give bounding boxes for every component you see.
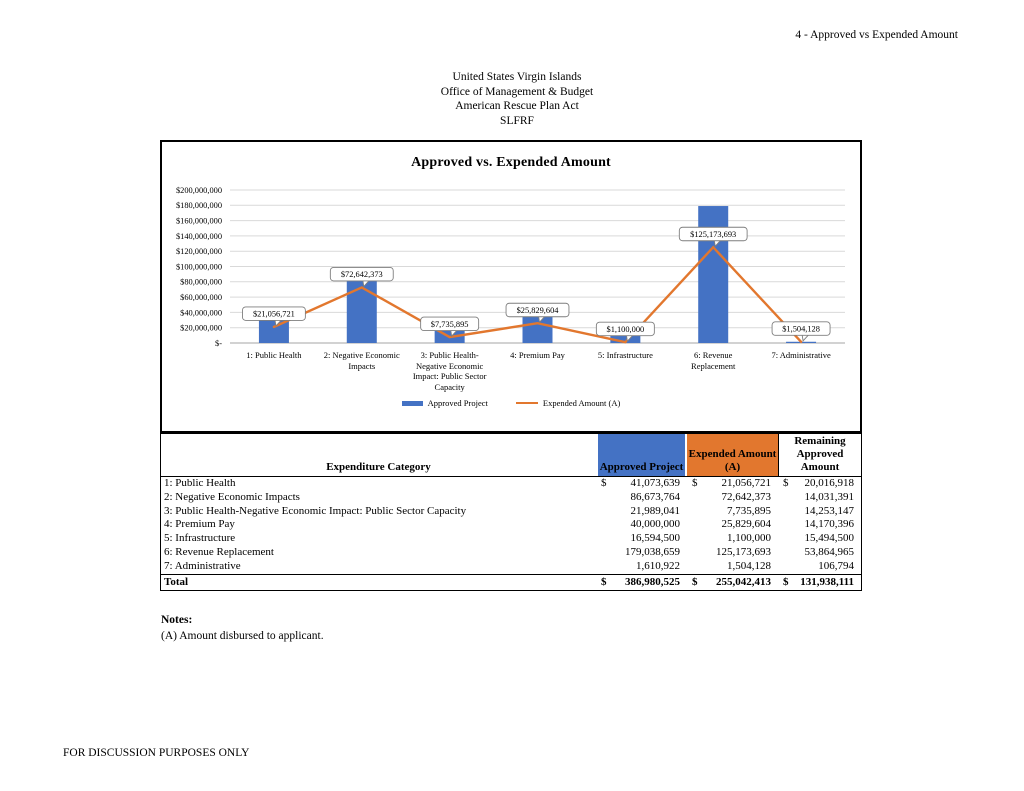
cell-expended: $ 21,056,721 xyxy=(692,477,771,489)
data-label-text: $7,735,895 xyxy=(430,319,469,329)
expenditure-table xyxy=(160,433,862,591)
category-label: 5: Infrastructure xyxy=(597,350,653,360)
table-total-row xyxy=(161,574,861,591)
cell-approved: $ 386,980,525 xyxy=(601,575,680,588)
legend-line-swatch-icon xyxy=(516,402,538,405)
org-title-line: Office of Management & Budget xyxy=(440,85,594,98)
category-label: 3: Public Health-Negative Economic Impact: Public Sector Capacity xyxy=(412,350,487,392)
table-header-row xyxy=(161,434,861,477)
cell-approved: 1,610,922 xyxy=(636,559,680,572)
x-axis-category-labels xyxy=(230,350,845,392)
cell-remaining: $ 20,016,918 xyxy=(783,477,854,489)
legend-label: Expended Amount (A) xyxy=(542,398,621,408)
cell-expended: 72,642,373 xyxy=(721,490,771,503)
cell-approved: 179,038,659 xyxy=(625,545,680,558)
cell-approved: 16,594,500 xyxy=(630,532,680,545)
data-label-text: $21,056,721 xyxy=(252,309,295,319)
org-title-line: SLFRF xyxy=(500,114,534,127)
chart-title: Approved vs. Expended Amount xyxy=(411,155,611,170)
notes-heading: Notes: xyxy=(161,614,193,626)
y-tick-label: $180,000,000 xyxy=(175,201,222,211)
cell-remaining: 106,794 xyxy=(818,559,854,572)
cell-remaining: 14,031,391 xyxy=(804,490,854,503)
page-number-header: 4 - Approved vs Expended Amount xyxy=(795,29,958,41)
cell-expended: 7,735,895 xyxy=(727,504,771,517)
y-tick-label: $160,000,000 xyxy=(175,216,222,226)
legend-label: Approved Project xyxy=(427,398,488,408)
category-label: 7: Administrative xyxy=(771,350,831,360)
table-row xyxy=(161,491,861,505)
cell-approved: 86,673,764 xyxy=(630,490,680,503)
cell-remaining: 14,253,147 xyxy=(804,504,854,517)
cell-category: Total xyxy=(164,575,189,588)
legend-bar-swatch-icon xyxy=(402,401,423,406)
y-tick-label: $140,000,000 xyxy=(175,231,222,241)
legend-item-expended xyxy=(516,398,620,408)
cell-approved: 21,989,041 xyxy=(630,504,680,517)
data-label-text: $72,642,373 xyxy=(340,270,383,280)
notes-section xyxy=(161,613,324,644)
data-label-text: $1,504,128 xyxy=(782,324,820,334)
cell-expended: 25,829,604 xyxy=(721,518,771,531)
legend-item-approved xyxy=(402,398,488,408)
y-tick-label: $100,000,000 xyxy=(175,262,222,272)
column-header-remaining: Remaining Approved Amount xyxy=(778,434,861,476)
cell-category: 3: Public Health-Negative Economic Impact: Public Sector Capacity xyxy=(164,504,467,517)
note-item: (A) Amount disbursed to applicant. xyxy=(161,629,324,642)
footer-disclaimer: FOR DISCUSSION PURPOSES ONLY xyxy=(63,747,250,759)
y-tick-label: $60,000,000 xyxy=(180,293,222,302)
data-label-text: $125,173,693 xyxy=(690,229,737,239)
cell-expended: 1,100,000 xyxy=(727,532,771,545)
cell-category: 4: Premium Pay xyxy=(164,518,235,531)
column-header-expended: Expended Amount (A) xyxy=(687,434,778,476)
org-title-line: American Rescue Plan Act xyxy=(455,100,579,112)
table-row xyxy=(161,518,861,532)
table-row xyxy=(161,505,861,519)
chart-container xyxy=(160,140,862,433)
cell-remaining: 14,170,396 xyxy=(804,518,854,531)
cell-category: 7: Administrative xyxy=(164,559,241,572)
data-label-text: $25,829,604 xyxy=(516,305,559,315)
y-tick-label: $40,000,000 xyxy=(180,308,222,318)
cell-category: 6: Revenue Replacement xyxy=(164,545,274,558)
cell-category: 2: Negative Economic Impacts xyxy=(164,490,300,503)
cell-approved: $ 41,073,639 xyxy=(601,477,680,489)
cell-remaining: 53,864,965 xyxy=(804,545,854,558)
cell-category: 1: Public Health xyxy=(164,477,236,489)
category-label: 4: Premium Pay xyxy=(510,350,565,360)
cell-category: 5: Infrastructure xyxy=(164,532,236,545)
table-row xyxy=(161,546,861,560)
category-label: 1: Public Health xyxy=(246,350,302,360)
cell-expended: 1,504,128 xyxy=(727,559,771,572)
table-body xyxy=(161,477,861,590)
org-title-block xyxy=(5,70,1024,128)
column-header-approved: Approved Project xyxy=(596,434,687,476)
category-label: 6: Revenue Replacement xyxy=(691,350,736,371)
cell-remaining: 15,494,500 xyxy=(804,532,854,545)
bar xyxy=(698,206,728,343)
y-tick-label: $200,000,000 xyxy=(175,185,222,195)
data-label-text: $1,100,000 xyxy=(606,324,645,334)
cell-expended: $ 255,042,413 xyxy=(692,575,771,588)
y-tick-label: $80,000,000 xyxy=(180,277,222,287)
y-tick-label: $- xyxy=(215,338,222,348)
column-header-category: Expenditure Category xyxy=(326,461,431,473)
table-row xyxy=(161,532,861,546)
table-row xyxy=(161,477,861,491)
y-tick-label: $20,000,000 xyxy=(180,323,222,333)
category-label: 2: Negative Economic Impacts xyxy=(323,350,400,371)
cell-expended: 125,173,693 xyxy=(716,545,771,558)
cell-approved: 40,000,000 xyxy=(630,518,680,531)
cell-remaining: $ 131,938,111 xyxy=(783,575,854,588)
y-tick-label: $120,000,000 xyxy=(175,247,222,257)
table-row xyxy=(161,560,861,574)
chart-legend xyxy=(162,398,860,408)
org-title-line: United States Virgin Islands xyxy=(452,71,582,83)
